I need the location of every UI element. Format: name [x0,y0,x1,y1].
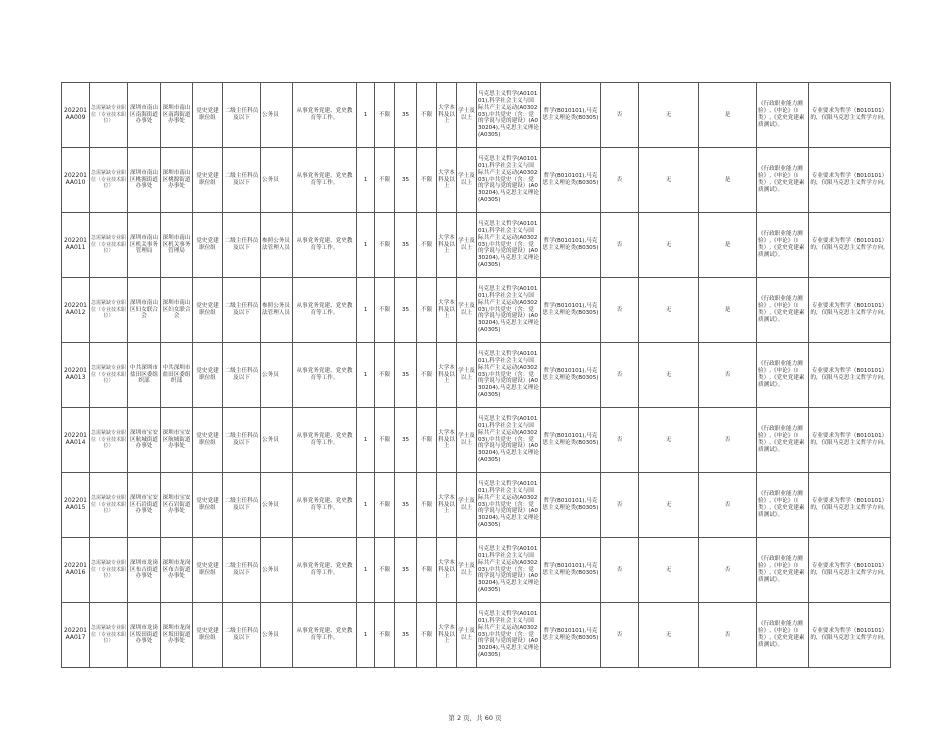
table-row [62,408,891,473]
table-row [62,83,891,148]
cell-department: 深圳市龙岗区布吉街道办事处 [128,538,161,603]
cell-restriction-b: 不限 [417,213,437,278]
cell-remarks: 专业要求为哲学（B010101）的，仅限马克思主义哲学方向。 [809,603,891,668]
cell-flag-b: 无 [639,408,699,473]
cell-flag-a: 否 [601,83,639,148]
cell-education: 大学本科及以上 [437,603,457,668]
cell-position-group: 党史党建职位组 [193,603,223,668]
cell-degree: 学士及以上 [457,148,477,213]
cell-flag-c: 是 [699,213,757,278]
cell-degree: 学士及以上 [457,278,477,343]
cell-position-attribute: 急需紧缺专业职位（专业技术职位） [90,473,128,538]
cell-restriction-a: 不限 [375,213,395,278]
cell-education: 大学本科及以上 [437,278,457,343]
cell-restriction-a: 不限 [375,148,395,213]
cell-staff-category: 公务员 [261,473,293,538]
cell-position-group: 党史党建职位组 [193,278,223,343]
cell-duties: 从事党务党建、党史教育等工作。 [293,83,357,148]
cell-department: 深圳市宝安区航城街道办事处 [128,408,161,473]
cell-restriction-b: 不限 [417,83,437,148]
cell-remarks: 专业要求为哲学（B010101）的，仅限马克思主义哲学方向。 [809,148,891,213]
cell-flag-c: 否 [699,538,757,603]
cell-level: 二级主任科员及以下 [223,213,261,278]
cell-postgrad-major: 哲学(B010101),马克思主义理论类(B0305) [541,278,601,343]
cell-flag-c: 是 [699,83,757,148]
cell-headcount: 1 [357,538,375,603]
cell-flag-b: 无 [639,148,699,213]
table-row [62,213,891,278]
cell-level: 二级主任科员及以下 [223,408,261,473]
cell-flag-b: 无 [639,343,699,408]
cell-undergrad-major: 马克思主义哲学(A010101),科学社会主义与国际共产主义运动(A030203),中共党史（含：党的学说与党的建设）(A030204),马克思主义理论(A0305) [477,538,541,603]
positions-table [61,82,891,668]
cell-restriction-b: 不限 [417,148,437,213]
cell-unit: 深圳市宝安区航城街道办事处 [161,408,193,473]
cell-postgrad-major: 哲学(B010101),马克思主义理论类(B0305) [541,408,601,473]
cell-level: 二级主任科员及以下 [223,148,261,213]
cell-department: 深圳市南山区机关事务管理局 [128,213,161,278]
cell-exam-subjects: 《行政职业能力测验》,《申论》（Ⅰ类）,《党史党建素质测试》。 [757,343,809,408]
cell-degree: 学士及以上 [457,83,477,148]
cell-position-group: 党史党建职位组 [193,408,223,473]
cell-position-code: 202201AA014 [62,408,90,473]
cell-exam-subjects: 《行政职业能力测验》,《申论》（Ⅰ类）,《党史党建素质测试》。 [757,213,809,278]
cell-remarks: 专业要求为哲学（B010101）的，仅限马克思主义哲学方向。 [809,83,891,148]
cell-postgrad-major: 哲学(B010101),马克思主义理论类(B0305) [541,473,601,538]
cell-flag-a: 否 [601,473,639,538]
cell-headcount: 1 [357,343,375,408]
cell-restriction-b: 不限 [417,278,437,343]
cell-degree: 学士及以上 [457,343,477,408]
cell-restriction-a: 不限 [375,538,395,603]
cell-flag-a: 否 [601,408,639,473]
cell-position-group: 党史党建职位组 [193,343,223,408]
cell-flag-c: 是 [699,278,757,343]
cell-staff-category: 公务员 [261,343,293,408]
table-row [62,278,891,343]
cell-degree: 学士及以上 [457,603,477,668]
cell-undergrad-major: 马克思主义哲学(A010101),科学社会主义与国际共产主义运动(A030203),中共党史（含：党的学说与党的建设）(A030204),马克思主义理论(A0305) [477,148,541,213]
cell-department: 深圳市宝安区石岩街道办事处 [128,473,161,538]
cell-department: 深圳市南山区南海街道办事处 [128,83,161,148]
cell-age: 35 [395,83,417,148]
cell-education: 大学本科及以上 [437,473,457,538]
cell-staff-category: 参照公务员法管理人员 [261,213,293,278]
cell-age: 35 [395,148,417,213]
cell-headcount: 1 [357,148,375,213]
cell-staff-category: 公务员 [261,83,293,148]
cell-flag-b: 无 [639,473,699,538]
table-body [62,83,891,668]
cell-age: 35 [395,603,417,668]
cell-degree: 学士及以上 [457,408,477,473]
cell-flag-b: 无 [639,603,699,668]
cell-position-code: 202201AA010 [62,148,90,213]
cell-flag-c: 是 [699,148,757,213]
cell-age: 35 [395,213,417,278]
cell-exam-subjects: 《行政职业能力测验》,《申论》（Ⅰ类）,《党史党建素质测试》。 [757,603,809,668]
cell-remarks: 专业要求为哲学（B010101）的，仅限马克思主义哲学方向。 [809,538,891,603]
cell-position-group: 党史党建职位组 [193,473,223,538]
cell-headcount: 1 [357,213,375,278]
cell-exam-subjects: 《行政职业能力测验》,《申论》（Ⅰ类）,《党史党建素质测试》。 [757,278,809,343]
cell-duties: 从事党务党建、党史教育等工作。 [293,603,357,668]
cell-headcount: 1 [357,408,375,473]
cell-age: 35 [395,278,417,343]
cell-position-code: 202201AA012 [62,278,90,343]
cell-restriction-b: 不限 [417,408,437,473]
cell-staff-category: 公务员 [261,148,293,213]
cell-restriction-b: 不限 [417,473,437,538]
cell-flag-b: 无 [639,213,699,278]
cell-level: 二级主任科员及以下 [223,473,261,538]
cell-flag-c: 否 [699,603,757,668]
cell-postgrad-major: 哲学(B010101),马克思主义理论类(B0305) [541,148,601,213]
table-row [62,538,891,603]
cell-exam-subjects: 《行政职业能力测验》,《申论》（Ⅰ类）,《党史党建素质测试》。 [757,83,809,148]
cell-restriction-b: 不限 [417,603,437,668]
cell-restriction-b: 不限 [417,538,437,603]
cell-education: 大学本科及以上 [437,148,457,213]
cell-position-attribute: 急需紧缺专业职位（专业技术职位） [90,213,128,278]
cell-unit: 深圳市南山区妇女联合会 [161,278,193,343]
cell-headcount: 1 [357,278,375,343]
cell-position-code: 202201AA016 [62,538,90,603]
cell-position-group: 党史党建职位组 [193,538,223,603]
cell-undergrad-major: 马克思主义哲学(A010101),科学社会主义与国际共产主义运动(A030203),中共党史（含：党的学说与党的建设）(A030204),马克思主义理论(A0305) [477,603,541,668]
cell-exam-subjects: 《行政职业能力测验》,《申论》（Ⅰ类）,《党史党建素质测试》。 [757,148,809,213]
cell-restriction-a: 不限 [375,278,395,343]
cell-position-attribute: 急需紧缺专业职位（专业技术职位） [90,343,128,408]
cell-undergrad-major: 马克思主义哲学(A010101),科学社会主义与国际共产主义运动(A030203),中共党史（含：党的学说与党的建设）(A030204),马克思主义理论(A0305) [477,343,541,408]
cell-remarks: 专业要求为哲学（B010101）的，仅限马克思主义哲学方向。 [809,278,891,343]
cell-education: 大学本科及以上 [437,343,457,408]
cell-staff-category: 公务员 [261,408,293,473]
cell-restriction-a: 不限 [375,603,395,668]
cell-restriction-a: 不限 [375,408,395,473]
cell-flag-a: 否 [601,148,639,213]
cell-undergrad-major: 马克思主义哲学(A010101),科学社会主义与国际共产主义运动(A030203),中共党史（含：党的学说与党的建设）(A030204),马克思主义理论(A0305) [477,213,541,278]
cell-unit: 深圳市南山区桃源街道办事处 [161,148,193,213]
cell-flag-c: 否 [699,343,757,408]
cell-undergrad-major: 马克思主义哲学(A010101),科学社会主义与国际共产主义运动(A030203),中共党史（含：党的学说与党的建设）(A030204),马克思主义理论(A0305) [477,278,541,343]
cell-flag-a: 否 [601,278,639,343]
cell-unit: 深圳市龙岗区坂田街道办事处 [161,603,193,668]
cell-staff-category: 公务员 [261,538,293,603]
cell-postgrad-major: 哲学(B010101),马克思主义理论类(B0305) [541,603,601,668]
cell-unit: 深圳市龙岗区布吉街道办事处 [161,538,193,603]
table-row [62,343,891,408]
cell-level: 二级主任科员及以下 [223,343,261,408]
cell-position-attribute: 急需紧缺专业职位（专业技术职位） [90,278,128,343]
cell-duties: 从事党务党建、党史教育等工作。 [293,473,357,538]
cell-duties: 从事党务党建、党史教育等工作。 [293,213,357,278]
cell-education: 大学本科及以上 [437,538,457,603]
cell-position-group: 党史党建职位组 [193,213,223,278]
cell-restriction-a: 不限 [375,473,395,538]
cell-position-code: 202201AA011 [62,213,90,278]
cell-undergrad-major: 马克思主义哲学(A010101),科学社会主义与国际共产主义运动(A030203),中共党史（含：党的学说与党的建设）(A030204),马克思主义理论(A0305) [477,473,541,538]
cell-department: 深圳市南山区妇女联合会 [128,278,161,343]
cell-department: 中共深圳市盐田区委组织部 [128,343,161,408]
cell-education: 大学本科及以上 [437,408,457,473]
cell-age: 35 [395,538,417,603]
cell-level: 二级主任科员及以下 [223,603,261,668]
cell-unit: 深圳市宝安区石岩街道办事处 [161,473,193,538]
cell-remarks: 专业要求为哲学（B010101）的，仅限马克思主义哲学方向。 [809,213,891,278]
cell-remarks: 专业要求为哲学（B010101）的，仅限马克思主义哲学方向。 [809,343,891,408]
cell-remarks: 专业要求为哲学（B010101）的，仅限马克思主义哲学方向。 [809,473,891,538]
cell-position-group: 党史党建职位组 [193,83,223,148]
cell-restriction-b: 不限 [417,343,437,408]
cell-position-code: 202201AA015 [62,473,90,538]
cell-position-code: 202201AA017 [62,603,90,668]
cell-unit: 深圳市南山区机关事务管理局 [161,213,193,278]
cell-department: 深圳市南山区桃源街道办事处 [128,148,161,213]
cell-position-attribute: 急需紧缺专业职位（专业技术职位） [90,603,128,668]
cell-undergrad-major: 马克思主义哲学(A010101),科学社会主义与国际共产主义运动(A030203),中共党史（含：党的学说与党的建设）(A030204),马克思主义理论(A0305) [477,408,541,473]
cell-level: 二级主任科员及以下 [223,278,261,343]
cell-unit: 中共深圳市盐田区委组织部 [161,343,193,408]
cell-staff-category: 公务员 [261,603,293,668]
cell-duties: 从事党务党建、党史教育等工作。 [293,278,357,343]
cell-degree: 学士及以上 [457,473,477,538]
cell-flag-b: 无 [639,538,699,603]
cell-postgrad-major: 哲学(B010101),马克思主义理论类(B0305) [541,213,601,278]
cell-exam-subjects: 《行政职业能力测验》,《申论》（Ⅰ类）,《党史党建素质测试》。 [757,538,809,603]
table-row [62,473,891,538]
cell-duties: 从事党务党建、党史教育等工作。 [293,408,357,473]
cell-flag-c: 否 [699,473,757,538]
cell-flag-a: 否 [601,343,639,408]
cell-degree: 学士及以上 [457,538,477,603]
cell-degree: 学士及以上 [457,213,477,278]
cell-age: 35 [395,408,417,473]
cell-remarks: 专业要求为哲学（B010101）的，仅限马克思主义哲学方向。 [809,408,891,473]
cell-undergrad-major: 马克思主义哲学(A010101),科学社会主义与国际共产主义运动(A030203),中共党史（含：党的学说与党的建设）(A030204),马克思主义理论(A0305) [477,83,541,148]
table-row [62,603,891,668]
cell-education: 大学本科及以上 [437,213,457,278]
cell-flag-a: 否 [601,538,639,603]
cell-position-attribute: 急需紧缺专业职位（专业技术职位） [90,148,128,213]
cell-restriction-a: 不限 [375,83,395,148]
cell-position-code: 202201AA009 [62,83,90,148]
cell-flag-c: 否 [699,408,757,473]
cell-flag-a: 否 [601,603,639,668]
cell-headcount: 1 [357,473,375,538]
cell-unit: 深圳市南山区南海街道办事处 [161,83,193,148]
cell-exam-subjects: 《行政职业能力测验》,《申论》（Ⅰ类）,《党史党建素质测试》。 [757,473,809,538]
cell-duties: 从事党务党建、党史教育等工作。 [293,343,357,408]
cell-position-code: 202201AA013 [62,343,90,408]
cell-position-group: 党史党建职位组 [193,148,223,213]
cell-headcount: 1 [357,83,375,148]
cell-flag-b: 无 [639,278,699,343]
cell-level: 二级主任科员及以下 [223,83,261,148]
cell-postgrad-major: 哲学(B010101),马克思主义理论类(B0305) [541,83,601,148]
cell-exam-subjects: 《行政职业能力测验》,《申论》（Ⅰ类）,《党史党建素质测试》。 [757,408,809,473]
cell-restriction-a: 不限 [375,343,395,408]
cell-education: 大学本科及以上 [437,83,457,148]
cell-position-attribute: 急需紧缺专业职位（专业技术职位） [90,83,128,148]
cell-duties: 从事党务党建、党史教育等工作。 [293,538,357,603]
cell-duties: 从事党务党建、党史教育等工作。 [293,148,357,213]
cell-staff-category: 参照公务员法管理人员 [261,278,293,343]
cell-position-attribute: 急需紧缺专业职位（专业技术职位） [90,538,128,603]
page-footer: 第 2 页，共 60 页 [448,714,502,722]
cell-age: 35 [395,473,417,538]
cell-postgrad-major: 哲学(B010101),马克思主义理论类(B0305) [541,538,601,603]
cell-level: 二级主任科员及以下 [223,538,261,603]
cell-age: 35 [395,343,417,408]
cell-headcount: 1 [357,603,375,668]
cell-department: 深圳市龙岗区坂田街道办事处 [128,603,161,668]
cell-flag-b: 无 [639,83,699,148]
cell-position-attribute: 急需紧缺专业职位（专业技术职位） [90,408,128,473]
cell-flag-a: 否 [601,213,639,278]
cell-postgrad-major: 哲学(B010101),马克思主义理论类(B0305) [541,343,601,408]
table-row [62,148,891,213]
